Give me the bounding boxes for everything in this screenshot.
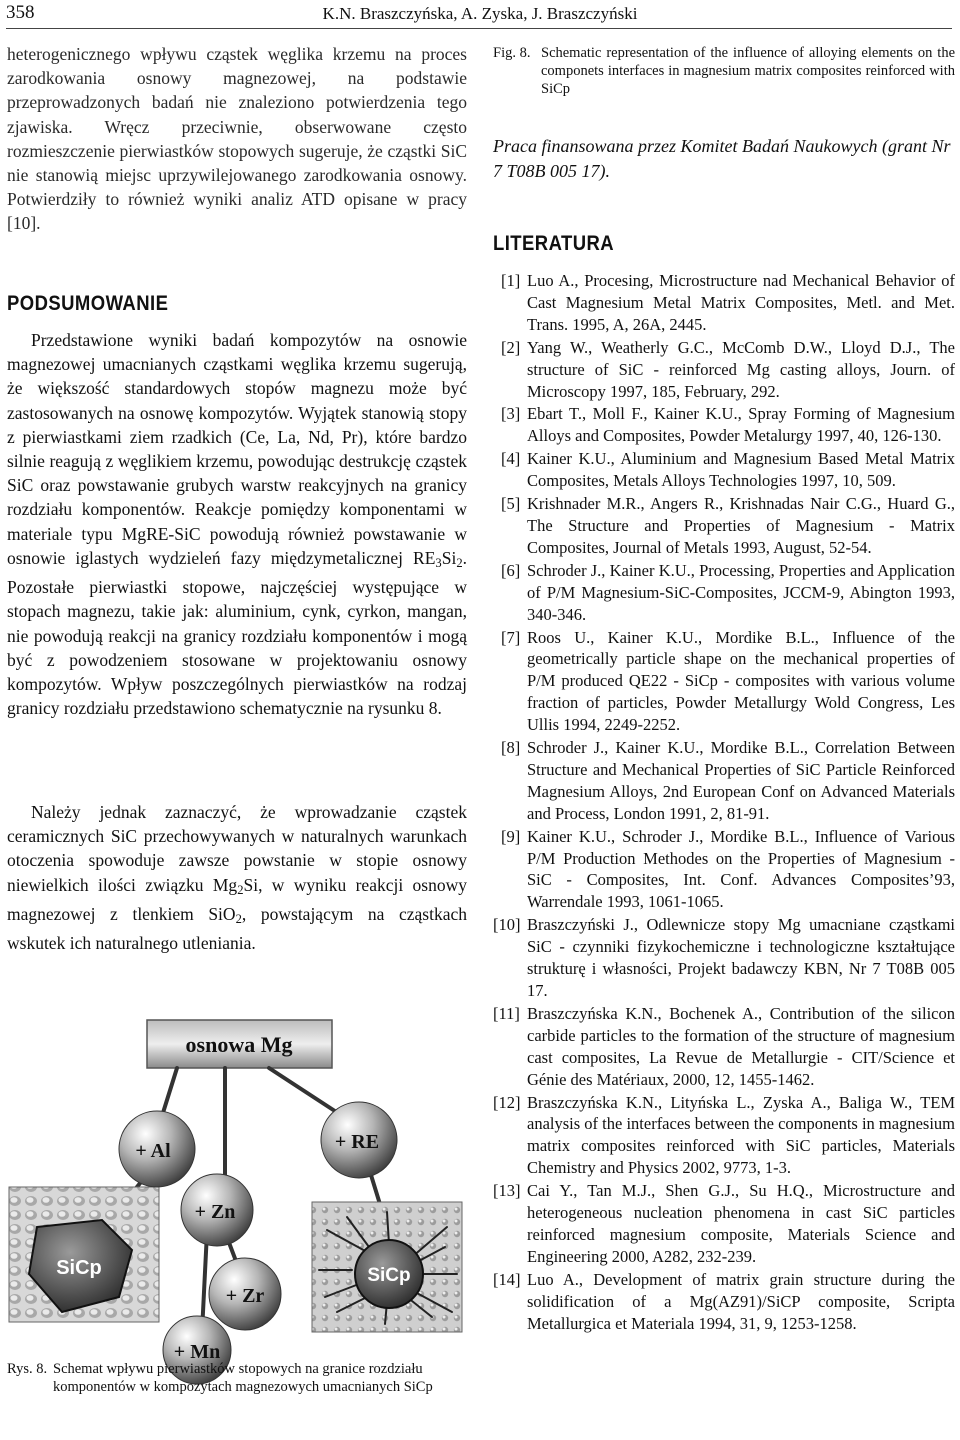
reference-number: [14] <box>493 1269 521 1289</box>
header-rule <box>6 28 952 29</box>
figure-caption-pl <box>7 1360 467 1396</box>
label-re: + RE <box>334 1131 380 1153</box>
reference-item <box>493 914 955 1002</box>
label-al: + Al <box>135 1140 171 1162</box>
reference-item <box>493 448 955 492</box>
reference-number: [3] <box>501 404 521 424</box>
particle-label-right: SiCp <box>367 1265 411 1286</box>
page-number: 358 <box>6 2 35 23</box>
reference-item <box>493 737 955 825</box>
reference-text: Braszczyńska K.N., Lityńska L., Zyska A., Baliga W., TEM analysis of the interfaces between the components in magnesium matrix composites reinforced with SiC particles, Materials Chemistry and Physics 2002, 9773, 1-3. <box>527 1092 955 1178</box>
reference-item <box>493 1003 955 1091</box>
reference-number: [2] <box>501 337 521 357</box>
reference-text: Luo A., Development of matrix grain structure during the solidification of a Mg(AZ91)/SiCP composite, Scripta Metallurgica et Materiala 1994, 31, 9, 1253-1258. <box>527 1269 955 1333</box>
reference-text: Braszczyński J., Odlewnicze stopy Mg umacniane cząstkami SiC - czynniki fizykochemiczne i technologiczne kształtujące strukturę i własności, Projekt badawczy KBN, Nr 7 T08B 005 17. <box>527 915 955 1000</box>
right-column <box>493 44 955 1333</box>
reference-number: [6] <box>501 560 521 580</box>
reference-text: Roos U., Kainer K.U., Mordike B.L., Influence of the geometrically particle shape on the mechanical properties of P/M produced QE22 - SiCp - composites with various volume fraction of particles, Powder Metallurgy Wold Congress, Les Ullis 1994, 2249-2252. <box>527 627 955 735</box>
figure-caption-en <box>493 44 955 98</box>
reference-item <box>493 493 955 559</box>
label-zn: + Zn <box>194 1201 236 1223</box>
reference-item <box>493 1180 955 1268</box>
reference-list <box>493 270 955 1336</box>
reference-item <box>493 1269 955 1335</box>
particle-label-left: SiCp <box>56 1257 102 1279</box>
reference-item <box>493 270 955 336</box>
reference-text: Schroder J., Kainer K.U., Processing, Properties and Application of P/M Magnesium-SiC-Composites, JCCM-9, Abington 1993, 340-346. <box>527 560 955 624</box>
caption-line-2: komponentów w kompozytach magnezowych umacnianych SiCp <box>53 1379 433 1395</box>
figure-8-schematic <box>7 1012 467 1387</box>
reference-text: Schroder J., Kainer K.U., Mordike B.L., Correlation Between Structure and Mechanical Properties of SiC Particle Reinforced Magnesium Alloys, 2nd European Conf on Advanced Materials and Process, London 1991, 2, 81-91. <box>527 738 955 823</box>
label-zr: + Zr <box>225 1285 265 1307</box>
reference-item <box>493 1092 955 1180</box>
reference-number: [10] <box>493 915 521 935</box>
reference-number: [8] <box>501 738 521 758</box>
section-heading-summary: PODSUMOWANIE <box>7 292 169 315</box>
reference-item <box>493 403 955 447</box>
reference-text: Kainer K.U., Aluminium and Magnesium Based Metal Matrix Composites, Metals Alloys Technologies 1997, 10, 509. <box>527 449 955 491</box>
reference-number: [12] <box>493 1092 521 1112</box>
reference-text: Luo A., Procesing, Microstructure nad Mechanical Behavior of Cast Magnesium Metal Matrix Composites, Metl. and Met. Trans. 1995, A, 26A, 2445. <box>527 271 955 334</box>
reference-number: [13] <box>493 1181 521 1201</box>
reference-text: Ebart T., Moll F., Kainer K.U., Spray Forming of Magnesium Alloys and Composites, Powder Metalurgy 1997, 40, 126-130. <box>527 404 955 446</box>
reference-text: Kainer K.U., Schroder J., Mordike B.L., Influence of Various P/M Production Methodes on the Properties of Magnesium - SiC - Composites, Int. Conf. Advances Composites’93, Warrendale 1993, 1061-1065. <box>527 826 955 912</box>
fig8-label: Fig. 8. <box>493 45 531 61</box>
reference-item <box>493 337 955 403</box>
reference-number: [11] <box>493 1003 520 1023</box>
reference-item <box>493 826 955 914</box>
running-authors: K.N. Braszczyńska, A. Zyska, J. Braszczyński <box>322 4 638 23</box>
caption-line-1: Schemat wpływu pierwiastków stopowych na granice rozdziału <box>53 1361 423 1377</box>
caption-label: Rys. 8. <box>7 1361 48 1377</box>
reference-number: [4] <box>501 449 521 469</box>
paragraph-intro: heterogenicznego wpływu cząstek węglika krzemu na proces zarodkowania osnowy magnezowej, na podstawie przeprowadzonych badań nie znaleziono potwierdzenia tego zjawiska. Wręcz przeciwnie, obserwowane często rozmieszczenie pierwiastków stopowych sugeruje, że cząstki SiC nie stanowią miejsc uprzywilejowanego zarodkowania osnowy. Potwierdziły to również wyniki analiz ATD opisane w pracy [10]. <box>7 44 467 234</box>
figure-8-drawing <box>7 1012 467 1387</box>
figure-title: osnowa Mg <box>185 1032 293 1057</box>
section-heading-literature: LITERATURA <box>493 232 615 255</box>
reference-number: [5] <box>501 494 521 514</box>
reference-text: Cai Y., Tan M.J., Shen G.J., Su H.Q., Microstructure and heterogeneous nucleation phenomena in cast SiC particles reinforced magnesium composite, Materials Science and Engineering 2000, A282, 232-239. <box>527 1181 955 1266</box>
reference-number: [7] <box>501 627 521 647</box>
reference-text: Braszczyńska K.N., Bochenek A., Contribution of the silicon carbide particles to the formation of the structure of magnesium cast composites, La Revue de Metallurgie - CIT/Science et Génie des Matériaux, 2000, 12, 1455-1462. <box>527 1003 955 1089</box>
reference-text: Yang W., Weatherly G.C., McComb D.W., Lloyd D.J., The structure of SiC - reinforced Mg casting alloys, Journ. of Microscopy 1997, 185, February, 292. <box>527 337 955 401</box>
reference-number: [1] <box>501 271 521 290</box>
reference-item <box>493 560 955 626</box>
label-mn: + Mn <box>173 1341 221 1363</box>
page-header <box>0 0 960 30</box>
reference-item <box>493 627 955 737</box>
fig8-text: Schematic representation of the influence of alloying elements on the componets interfaces in magnesium matrix composites reinforced with SiCp <box>541 45 955 97</box>
reference-text: Krishnader M.R., Angers R., Krishnadas Nair C.G., Huard G., The Structure and Properties of Magnesium - Matrix Composites, Journal of Metals 1993, August, 52-54. <box>527 494 955 557</box>
grant-note: Praca finansowana przez Komitet Badań Naukowych (grant Nr 7 T08B 005 17). <box>493 136 951 181</box>
paragraph-summary: Przedstawione wyniki badań kompozytów na osnowie magnezowej umacnianych cząstkami węglika krzemu sugerują, że większość standardowych stopów magnezu może być zastosowanych na osnowę kompozytów. Wyjątek stanowią stopy z pierwiastkami ziem rzadkich (Ce, La, Nd, Pr), które bardzo silnie reagują z węglikiem krzemu, powodując destrukcję cząstek SiC oraz powstawanie grubych warstw reakcyjnych na granicy rozdziału komponentów. Reakcje pomiędzy komponentami w materiale typu MgRE-SiC powodują również powstawanie w osnowie iglastych wydzieleń fazy międzymetalicznej $RE_3Si_2$. Pozostałe pierwiastki stopowe, najczęściej występujące w stopach magnezu, takie jak: aluminium, cynk, cyrkon, mangan, nie powodują reakcji na granicy rozdziału komponentów i mogą być z powodzeniem stosowane w projektowaniu osnowy kompozytów. Wpływ poszczególnych pierwiastków na rodzaj granicy rozdziału przedstawiono schematycznie na rysunku 8. <box>7 330 467 719</box>
reference-number: [9] <box>501 826 521 846</box>
paragraph-oxidation: Należy jednak zaznaczyć, że wprowadzanie cząstek ceramicznych SiC przechowywanych w naturalnych warunkach otoczenia spowoduje zawsze powstanie w stopie osnowy niewielkich ilości związku $Mg_2Si$, w wyniku reakcji osnowy magnezowej z tlenkiem SiO$_2$, powstającym na cząstkach wskutek ich naturalnego utleniania. <box>7 802 467 954</box>
